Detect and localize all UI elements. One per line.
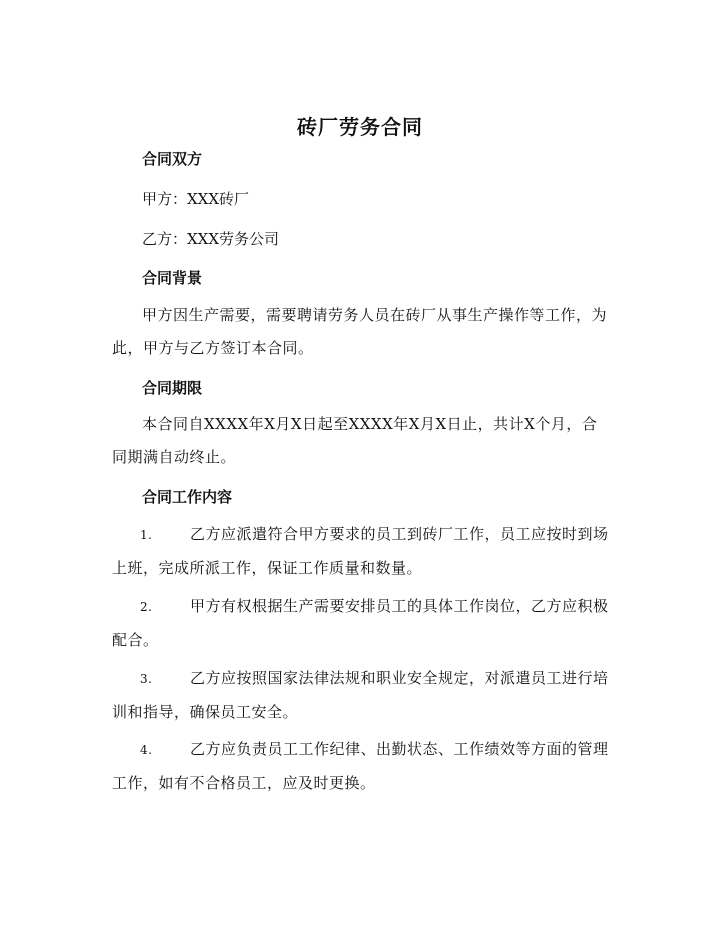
- list-item: [112, 518, 612, 585]
- list-item-text: 乙方应负责员工工作纪律、出勤状态、工作绩效等方面的管理工作，如有不合格员工，应及时更换。: [112, 740, 609, 792]
- list-item-text: 乙方应按照国家法律法规和职业安全规定，对派遣员工进行培训和指导，确保员工安全。: [112, 669, 609, 721]
- list-item-text: 甲方有权根据生产需要安排员工的具体工作岗位，乙方应积极配合。: [112, 597, 609, 649]
- list-item-number: 3.: [140, 672, 153, 686]
- background-text: 甲方因生产需要，需要聘请劳务人员在砖厂从事生产操作等工作，为此，甲方与乙方签订本合同。: [112, 306, 608, 357]
- list-item: [112, 662, 612, 729]
- list-item-number: 2.: [140, 600, 153, 614]
- section-heading-background: 合同背景: [142, 269, 203, 287]
- list-item-number: 4.: [140, 743, 153, 757]
- party-b: 乙方：XXX劳务公司: [142, 230, 280, 248]
- list-item: [112, 590, 612, 657]
- section-heading-content: 合同工作内容: [142, 488, 233, 506]
- list-item: [112, 733, 612, 800]
- list-item-text: 乙方应派遣符合甲方要求的员工到砖厂工作，员工应按时到场上班，完成所派工作，保证工作质量和数量。: [112, 525, 609, 577]
- party-a: 甲方：XXX砖厂: [142, 190, 250, 208]
- list-item-number: 1.: [140, 528, 153, 542]
- section-heading-term: 合同期限: [142, 379, 203, 397]
- section-heading-parties: 合同双方: [142, 150, 203, 168]
- document-title: 砖厂劳务合同: [297, 115, 423, 139]
- term-text: 本合同自XXXX年X月X日起至XXXX年X月X日止，共计X个月，合同期满自动终止。: [112, 415, 598, 466]
